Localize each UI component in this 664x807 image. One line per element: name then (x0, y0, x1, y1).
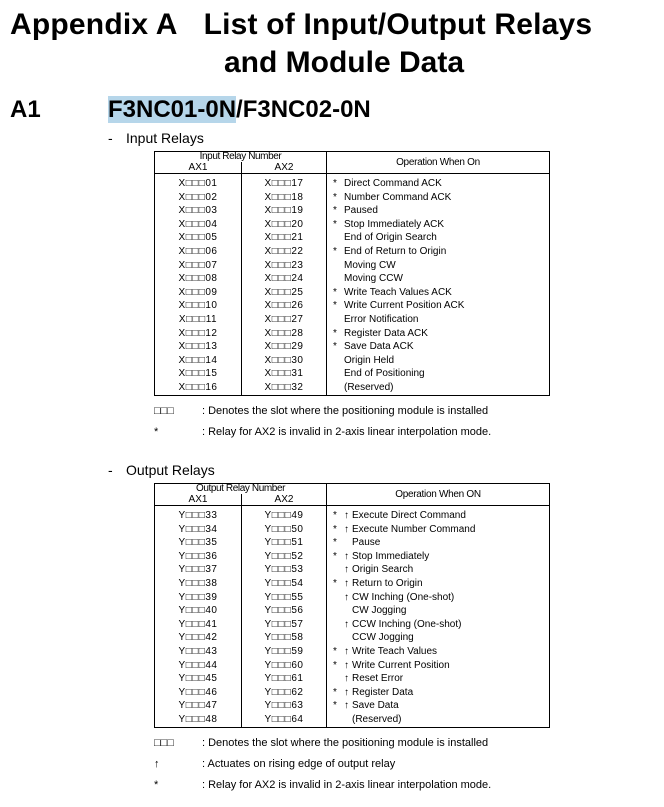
operation-cell (327, 272, 550, 286)
operation-text: Save Data ACK (344, 341, 414, 353)
table-row (155, 523, 550, 537)
output-note-arrow (154, 758, 395, 770)
operation-text: Register Data (352, 686, 414, 698)
ax1-relay-cell: X□□□10 (155, 299, 242, 313)
ax1-relay-cell: Y□□□36 (155, 550, 242, 564)
ax2-relay-cell: Y□□□52 (242, 550, 327, 564)
rising-edge-icon: ↑ (344, 659, 349, 671)
operation-text: Write Current Position ACK (344, 300, 465, 312)
ax2-relay-cell: Y□□□61 (242, 672, 327, 686)
operation-cell (327, 340, 550, 354)
ax2-relay-cell: Y□□□49 (242, 509, 327, 523)
ax2-relay-cell: Y□□□63 (242, 699, 327, 713)
operation-cell (327, 523, 550, 537)
asterisk-mark: * (333, 205, 337, 217)
rising-edge-icon: ↑ (344, 618, 349, 630)
note-text: : Relay for AX2 is invalid in 2-axis linear interpolation mode. (202, 779, 492, 791)
operation-cell (327, 327, 550, 341)
table-row (155, 699, 550, 713)
note-text: : Actuates on rising edge of output relay (202, 758, 396, 770)
operation-cell (327, 245, 550, 259)
ax1-relay-cell: Y□□□33 (155, 509, 242, 523)
table-row (155, 191, 550, 205)
operation-cell (327, 231, 550, 245)
operation-cell (327, 563, 550, 577)
operation-text: Error Notification (344, 313, 419, 325)
ax1-relay-cell: X□□□05 (155, 231, 242, 245)
ax2-relay-cell: Y□□□55 (242, 591, 327, 605)
appendix-label: Appendix A (10, 8, 178, 41)
rising-edge-icon: ↑ (344, 591, 349, 603)
ax2-relay-cell: Y□□□50 (242, 523, 327, 537)
note-text: : Denotes the slot where the positioning module is installed (202, 737, 489, 749)
operation-text: Return to Origin (352, 577, 423, 589)
table-row (155, 177, 550, 191)
output-note-star (154, 779, 491, 791)
ax2-relay-cell: X□□□31 (242, 367, 327, 381)
ax1-relay-cell: Y□□□46 (155, 686, 242, 700)
table-row (155, 686, 550, 700)
ax2-relay-cell: Y□□□56 (242, 604, 327, 618)
asterisk-mark: * (333, 700, 337, 712)
operation-cell (327, 367, 550, 381)
ax1-relay-cell: Y□□□48 (155, 713, 242, 727)
input-relay-rows (155, 174, 550, 396)
table-row (155, 367, 550, 381)
rising-edge-icon: ↑ (344, 510, 349, 521)
note-text: : Denotes the slot where the positioning module is installed (202, 405, 489, 417)
ax2-relay-cell: Y□□□59 (242, 645, 327, 659)
operation-cell (327, 536, 550, 550)
table-row (155, 272, 550, 286)
page-title-line1 (10, 8, 592, 42)
operation-text: End of Positioning (344, 368, 425, 380)
operation-text: Write Teach Values ACK (344, 286, 452, 298)
input-relays-heading-text: Input Relays (126, 130, 204, 146)
operation-text: Execute Number Command (352, 523, 476, 535)
ax2-relay-cell: X□□□30 (242, 354, 327, 368)
input-relay-table (154, 151, 550, 396)
ax1-relay-cell: Y□□□42 (155, 631, 242, 645)
asterisk-mark: * (333, 659, 337, 671)
rising-edge-icon: ↑ (344, 645, 349, 657)
input-ax1-header: AX1 (155, 162, 242, 174)
asterisk-mark: * (333, 218, 337, 230)
operation-text: CW Jogging (352, 605, 407, 617)
ax1-relay-cell: X□□□04 (155, 218, 242, 232)
ax1-relay-cell: X□□□07 (155, 259, 242, 273)
input-note-star (154, 426, 491, 438)
operation-text: End of Return to Origin (344, 245, 447, 257)
asterisk-mark: * (333, 341, 337, 353)
ax2-relay-cell: Y□□□60 (242, 659, 327, 673)
asterisk-mark: * (333, 510, 337, 521)
table-row (155, 659, 550, 673)
table-row (155, 327, 550, 341)
table-row (155, 259, 550, 273)
table-row (155, 713, 550, 727)
table-row (155, 645, 550, 659)
table-row (155, 618, 550, 632)
output-relay-number-header: Output Relay Number (155, 484, 327, 495)
operation-text: Moving CW (344, 259, 396, 271)
asterisk-mark: * (333, 300, 337, 312)
table-row (155, 218, 550, 232)
operation-text: End of Origin Search (344, 232, 437, 244)
section-title-highlight: F3NC01-0N (108, 96, 237, 123)
operation-text: Moving CCW (344, 273, 403, 285)
operation-cell (327, 218, 550, 232)
asterisk-mark: * (333, 523, 337, 535)
operation-cell (327, 204, 550, 218)
operation-text: CCW Inching (One-shot) (352, 618, 462, 630)
table-row (155, 536, 550, 550)
ax2-relay-cell: X□□□18 (242, 191, 327, 205)
output-relay-table (154, 483, 550, 728)
ax2-relay-cell: X□□□27 (242, 313, 327, 327)
ax1-relay-cell: Y□□□47 (155, 699, 242, 713)
operation-cell (327, 381, 550, 395)
slot-symbol: □□□ (154, 405, 174, 417)
operation-cell (327, 509, 550, 523)
section-number: A1 (10, 96, 41, 123)
slot-symbol: □□□ (154, 737, 174, 749)
operation-text: CCW Jogging (352, 632, 414, 644)
operation-cell (327, 550, 550, 564)
table-row (155, 591, 550, 605)
asterisk-mark: * (333, 577, 337, 589)
operation-cell (327, 699, 550, 713)
operation-cell (327, 604, 550, 618)
operation-cell (327, 299, 550, 313)
ax1-relay-cell: Y□□□41 (155, 618, 242, 632)
operation-text: Write Current Position (352, 659, 450, 671)
ax1-relay-cell: X□□□09 (155, 286, 242, 300)
ax2-relay-cell: Y□□□51 (242, 536, 327, 550)
operation-text: Execute Direct Command (352, 510, 466, 521)
operation-text: Pause (352, 537, 381, 549)
ax2-relay-cell: Y□□□53 (242, 563, 327, 577)
ax2-relay-cell: X□□□22 (242, 245, 327, 259)
operation-cell (327, 591, 550, 605)
ax2-relay-cell: Y□□□62 (242, 686, 327, 700)
operation-text: Number Command ACK (344, 191, 452, 203)
ax1-relay-cell: X□□□06 (155, 245, 242, 259)
table-row (155, 550, 550, 564)
ax2-relay-cell: X□□□19 (242, 204, 327, 218)
ax1-relay-cell: Y□□□35 (155, 536, 242, 550)
operation-cell (327, 313, 550, 327)
ax2-relay-cell: X□□□20 (242, 218, 327, 232)
operation-text: (Reserved) (352, 713, 402, 725)
ax2-relay-cell: X□□□32 (242, 381, 327, 395)
operation-text: (Reserved) (344, 381, 394, 393)
ax1-relay-cell: X□□□03 (155, 204, 242, 218)
input-operation-header: Operation When On (327, 152, 550, 174)
ax1-relay-cell: Y□□□34 (155, 523, 242, 537)
operation-text: Origin Held (344, 354, 395, 366)
ax1-relay-cell: Y□□□43 (155, 645, 242, 659)
ax1-relay-cell: X□□□12 (155, 327, 242, 341)
output-ax2-header: AX2 (242, 494, 327, 506)
asterisk-mark: * (333, 286, 337, 298)
operation-text: Origin Search (352, 564, 414, 576)
table-row (155, 340, 550, 354)
input-ax2-header: AX2 (242, 162, 327, 174)
operation-cell (327, 645, 550, 659)
ax2-relay-cell: Y□□□54 (242, 577, 327, 591)
ax1-relay-cell: X□□□16 (155, 381, 242, 395)
operation-cell (327, 672, 550, 686)
ax1-relay-cell: X□□□08 (155, 272, 242, 286)
operation-cell (327, 686, 550, 700)
rising-edge-icon: ↑ (344, 550, 349, 562)
table-row (155, 381, 550, 395)
table-row (155, 286, 550, 300)
ax1-relay-cell: Y□□□38 (155, 577, 242, 591)
operation-text: Direct Command ACK (344, 178, 442, 189)
operation-cell (327, 713, 550, 727)
ax2-relay-cell: Y□□□58 (242, 631, 327, 645)
ax1-relay-cell: X□□□13 (155, 340, 242, 354)
rising-edge-icon: ↑ (344, 686, 349, 698)
ax1-relay-cell: Y□□□40 (155, 604, 242, 618)
table-row (155, 577, 550, 591)
input-note-slot (154, 405, 488, 417)
operation-text: Reset Error (352, 673, 404, 685)
operation-cell (327, 191, 550, 205)
operation-text: Stop Immediately (352, 550, 430, 562)
ax1-relay-cell: X□□□15 (155, 367, 242, 381)
ax2-relay-cell: X□□□26 (242, 299, 327, 313)
up-arrow-icon: ↑ (154, 758, 160, 770)
rising-edge-icon: ↑ (344, 673, 349, 685)
ax1-relay-cell: Y□□□45 (155, 672, 242, 686)
section-title-rest: /F3NC02-0N (236, 96, 371, 123)
rising-edge-icon: ↑ (344, 700, 349, 712)
operation-cell (327, 354, 550, 368)
table-row (155, 631, 550, 645)
output-ax1-header: AX1 (155, 494, 242, 506)
operation-cell (327, 659, 550, 673)
ax1-relay-cell: X□□□01 (155, 177, 242, 191)
ax1-relay-cell: Y□□□37 (155, 563, 242, 577)
operation-text: Stop Immediately ACK (344, 218, 445, 230)
ax2-relay-cell: X□□□24 (242, 272, 327, 286)
table-row (155, 672, 550, 686)
input-relays-heading: - Input Relays (108, 130, 204, 146)
asterisk-mark: * (333, 537, 337, 549)
rising-edge-icon: ↑ (344, 564, 349, 576)
output-relays-heading: - Output Relays (108, 462, 215, 478)
table-row (155, 245, 550, 259)
ax2-relay-cell: Y□□□57 (242, 618, 327, 632)
output-note-slot (154, 737, 488, 749)
table-row (155, 313, 550, 327)
ax2-relay-cell: X□□□21 (242, 231, 327, 245)
table-row (155, 563, 550, 577)
asterisk-mark: * (333, 245, 337, 257)
output-operation-header: Operation When ON (327, 484, 550, 506)
ax1-relay-cell: X□□□11 (155, 313, 242, 327)
section-title (108, 96, 371, 124)
note-text: : Relay for AX2 is invalid in 2-axis linear interpolation mode. (202, 426, 492, 438)
rising-edge-icon: ↑ (344, 577, 349, 589)
ax2-relay-cell: X□□□29 (242, 340, 327, 354)
asterisk-symbol: * (154, 426, 159, 438)
ax1-relay-cell: X□□□14 (155, 354, 242, 368)
asterisk-mark: * (333, 191, 337, 203)
table-row (155, 204, 550, 218)
asterisk-mark: * (333, 550, 337, 562)
ax2-relay-cell: Y□□□64 (242, 713, 327, 727)
table-row (155, 604, 550, 618)
rising-edge-icon: ↑ (344, 523, 349, 535)
operation-cell (327, 259, 550, 273)
operation-cell (327, 177, 550, 191)
appendix-title: List of Input/Output Relays (203, 8, 593, 41)
operation-text: CW Inching (One-shot) (352, 591, 455, 603)
output-relays-heading-text: Output Relays (126, 462, 215, 478)
asterisk-mark: * (333, 686, 337, 698)
ax2-relay-cell: X□□□28 (242, 327, 327, 341)
operation-text: Register Data ACK (344, 327, 428, 339)
operation-text: Save Data (352, 700, 399, 712)
table-row (155, 509, 550, 523)
ax1-relay-cell: Y□□□39 (155, 591, 242, 605)
ax2-relay-cell: X□□□23 (242, 259, 327, 273)
asterisk-mark: * (333, 327, 337, 339)
operation-text: Write Teach Values (352, 645, 438, 657)
operation-cell (327, 286, 550, 300)
output-relay-rows (155, 506, 550, 728)
operation-text: Paused (344, 205, 378, 217)
operation-cell (327, 577, 550, 591)
asterisk-mark: * (333, 645, 337, 657)
operation-cell (327, 631, 550, 645)
table-row (155, 299, 550, 313)
operation-cell (327, 618, 550, 632)
ax1-relay-cell: Y□□□44 (155, 659, 242, 673)
asterisk-mark: * (333, 178, 337, 189)
asterisk-symbol: * (154, 779, 159, 791)
table-row (155, 354, 550, 368)
ax1-relay-cell: X□□□02 (155, 191, 242, 205)
page-title-line2: and Module Data (224, 46, 465, 79)
ax2-relay-cell: X□□□17 (242, 177, 327, 191)
input-relay-number-header: Input Relay Number (155, 152, 327, 163)
ax2-relay-cell: X□□□25 (242, 286, 327, 300)
table-row (155, 231, 550, 245)
